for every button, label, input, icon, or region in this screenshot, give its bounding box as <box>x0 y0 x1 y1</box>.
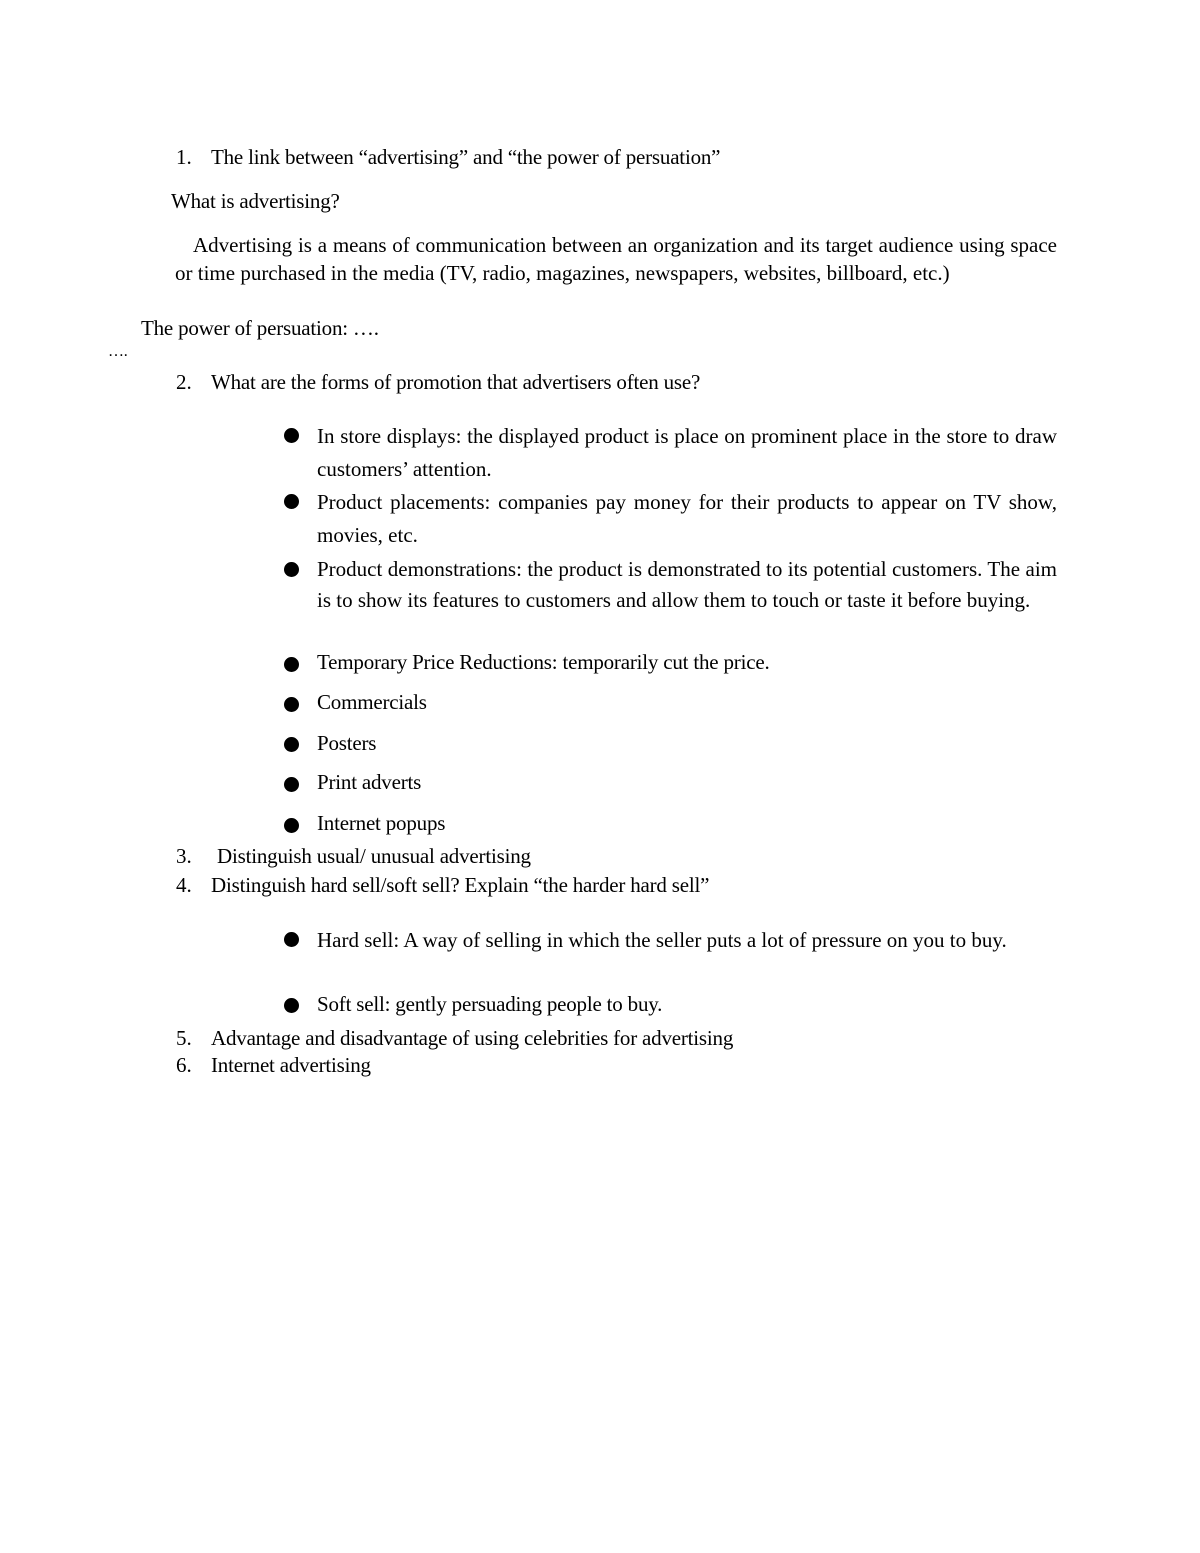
what-is-advertising-heading: What is advertising? <box>171 189 340 213</box>
bullet-icon <box>284 697 299 712</box>
power-of-persuasion: The power of persuation: …. <box>141 316 379 340</box>
list-item-text: Product demonstrations: the product is demonstrated to its potential customers. The aim is to show its features to customers and allow them to touch or taste it before buying. <box>317 557 1057 612</box>
q5-text: Advantage and disadvantage of using celebrities for advertising <box>211 1026 734 1050</box>
q2-text: What are the forms of promotion that advertisers often use? <box>211 370 701 394</box>
list-item-text: Internet popups <box>317 811 446 835</box>
q3-text: Distinguish usual/ unusual advertising <box>217 844 531 868</box>
advertising-definition: Advertising is a means of communication between an organization and its target audience using space or time purchased in the media (TV, radio, magazines, newspapers, websites, billboard, etc.) <box>175 233 1057 285</box>
bullet-icon <box>284 932 299 947</box>
q2-number: 2. <box>176 370 192 394</box>
bullet-icon <box>284 562 299 577</box>
list-item-text: Product placements: companies pay money for their products to appear on TV show, movies, etc. <box>317 490 1057 547</box>
list-item-text: Print adverts <box>317 770 422 794</box>
q3-number: 3. <box>176 844 192 868</box>
q5-number: 5. <box>176 1026 192 1050</box>
q4-text: Distinguish hard sell/soft sell? Explain “the harder hard sell” <box>211 873 710 897</box>
bullet-icon <box>284 818 299 833</box>
q6-text: Internet advertising <box>211 1053 371 1077</box>
list-item-text: In store displays: the displayed product is place on prominent place in the store to draw customers’ attention. <box>317 424 1057 481</box>
list-item-text: Commercials <box>317 690 427 714</box>
bullet-icon <box>284 428 299 443</box>
bullet-icon <box>284 737 299 752</box>
bullet-icon <box>284 777 299 792</box>
q1-text: The link between “advertising” and “the power of persuation” <box>211 145 721 169</box>
continuation-dots: …. <box>108 343 128 360</box>
list-item-text: Posters <box>317 731 377 755</box>
list-item-text: Temporary Price Reductions: temporarily cut the price. <box>317 650 770 674</box>
q1-number: 1. <box>176 145 192 169</box>
list-item-text: Soft sell: gently persuading people to buy. <box>317 992 663 1016</box>
list-item-text: Hard sell: A way of selling in which the seller puts a lot of pressure on you to buy. <box>317 928 1007 952</box>
q6-number: 6. <box>176 1053 192 1077</box>
bullet-icon <box>284 657 299 672</box>
bullet-icon <box>284 494 299 509</box>
bullet-icon <box>284 998 299 1013</box>
q4-number: 4. <box>176 873 192 897</box>
